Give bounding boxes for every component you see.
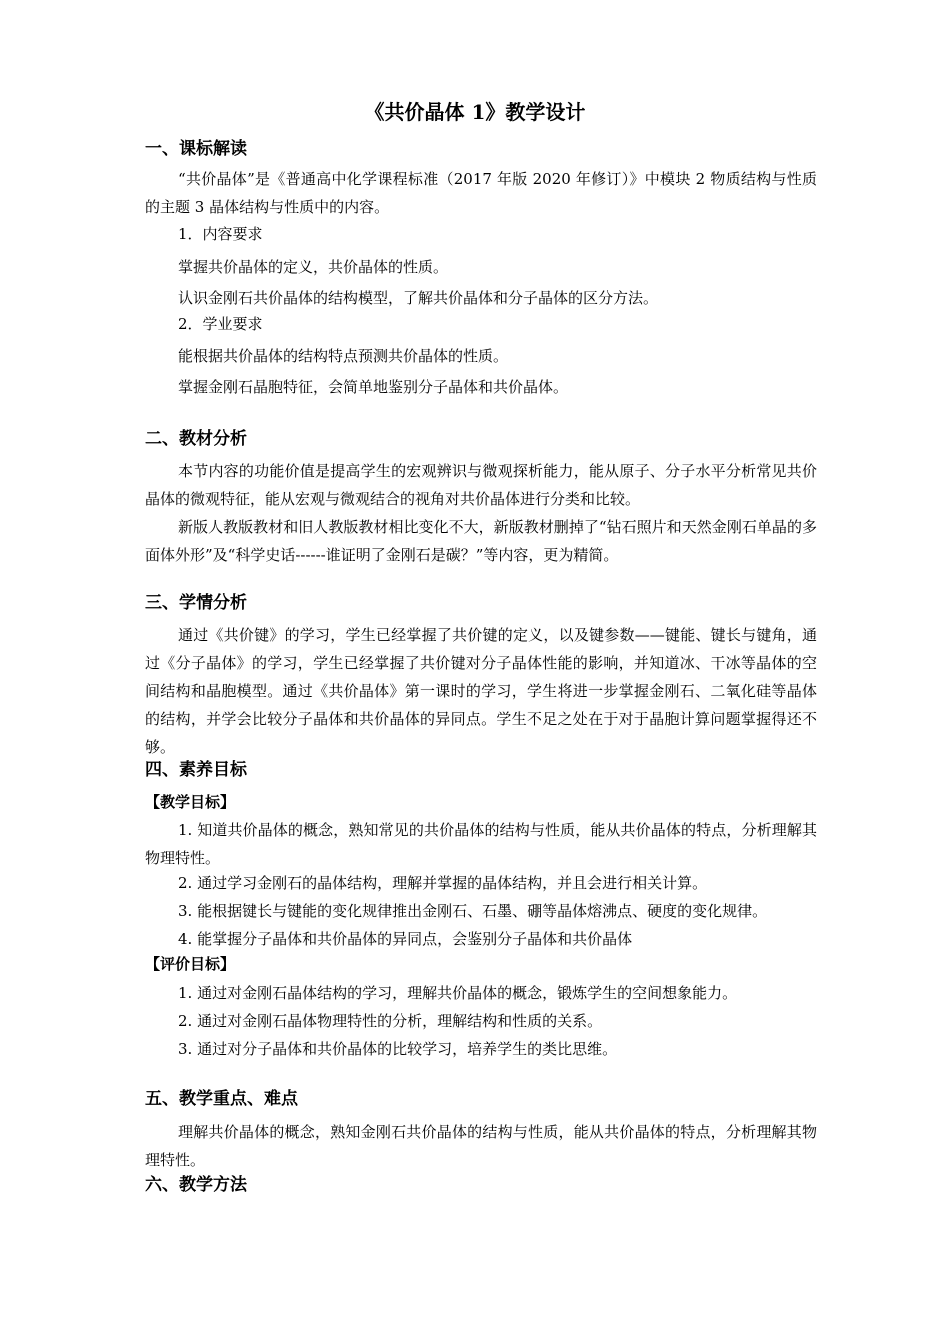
section-heading-students: 三、学情分析	[145, 593, 247, 613]
evaluation-goal-item: 1. 通过对金刚石晶体结构的学习，理解共价晶体的概念，锻炼学生的空间想象能力。	[178, 984, 738, 1002]
section-heading-goals: 四、素养目标	[145, 760, 247, 780]
key-points-paragraph: 理解共价晶体的概念，熟知金刚石共价晶体的结构与性质，能从共价晶体的特点，分析理解其物理特性。	[145, 1123, 817, 1169]
teaching-goal-item: 2. 通过学习金刚石的晶体结构，理解并掌握的晶体结构，并且会进行相关计算。	[178, 874, 708, 892]
content-requirement-item: 认识金刚石共价晶体的结构模型，了解共价晶体和分子晶体的区分方法。	[178, 289, 659, 307]
academic-requirements-label: 2．学业要求	[178, 315, 263, 333]
teaching-goals-label: 【教学目标】	[145, 793, 236, 811]
academic-requirement-item: 能根据共价晶体的结构特点预测共价晶体的性质。	[178, 347, 509, 365]
evaluation-goal-item: 2. 通过对金刚石晶体物理特性的分析，理解结构和性质的关系。	[178, 1012, 603, 1030]
section-heading-key-points: 五、教学重点、难点	[145, 1089, 298, 1109]
teaching-goal-item: 1. 知道共价晶体的概念，熟知常见的共价晶体的结构与性质，能从共价晶体的特点，分析理解其物理特性。	[145, 821, 817, 867]
evaluation-goals-label: 【评价目标】	[145, 955, 236, 973]
content-requirement-item: 掌握共价晶体的定义，共价晶体的性质。	[178, 258, 449, 276]
textbook-paragraph: 本节内容的功能价值是提高学生的宏观辨识与微观探析能力，能从原子、分子水平分析常见共价晶体的微观特征，能从宏观与微观结合的视角对共价晶体进行分类和比较。	[145, 462, 817, 508]
students-paragraph: 通过《共价键》的学习，学生已经掌握了共价键的定义，以及键参数——键能、键长与键角，通过《分子晶体》的学习，学生已经掌握了共价键对分子晶体性能的影响，并知道冰、干冰等晶体的空间结构和晶胞模型。通过《共价晶体》第一课时的学习，学生将进一步掌握金刚石、二氧化硅等晶体的结构，并学会比较分子晶体和共价晶体的异同点。学生不足之处在于对于晶胞计算问题掌握得还不够。	[145, 626, 817, 756]
teaching-goal-item: 3. 能根据键长与键能的变化规律推出金刚石、石墨、硼等晶体熔沸点、硬度的变化规律。	[178, 902, 768, 920]
content-requirements-label: 1．内容要求	[178, 225, 263, 243]
academic-requirement-item: 掌握金刚石晶胞特征，会简单地鉴别分子晶体和共价晶体。	[178, 378, 569, 396]
section-heading-methods: 六、教学方法	[145, 1175, 247, 1195]
textbook-paragraph: 新版人教版教材和旧人教版教材相比变化不大，新版教材删掉了“钻石照片和天然金刚石单晶的多面体外形”及“科学史话------谁证明了金刚石是碳？”等内容，更为精简。	[145, 518, 817, 564]
section-heading-textbook: 二、教材分析	[145, 429, 247, 449]
evaluation-goal-item: 3. 通过对分子晶体和共价晶体的比较学习，培养学生的类比思维。	[178, 1040, 618, 1058]
curriculum-intro-paragraph: “共价晶体”是《普通高中化学课程标准（2017 年版 2020 年修订）》中模块 2 物质结构与性质的主题 3 晶体结构与性质中的内容。	[145, 170, 817, 216]
section-heading-curriculum: 一、课标解读	[145, 139, 247, 159]
document-title: 《共价晶体 1》教学设计	[364, 100, 586, 124]
teaching-goal-item: 4. 能掌握分子晶体和共价晶体的异同点，会鉴别分子晶体和共价晶体	[178, 930, 633, 948]
